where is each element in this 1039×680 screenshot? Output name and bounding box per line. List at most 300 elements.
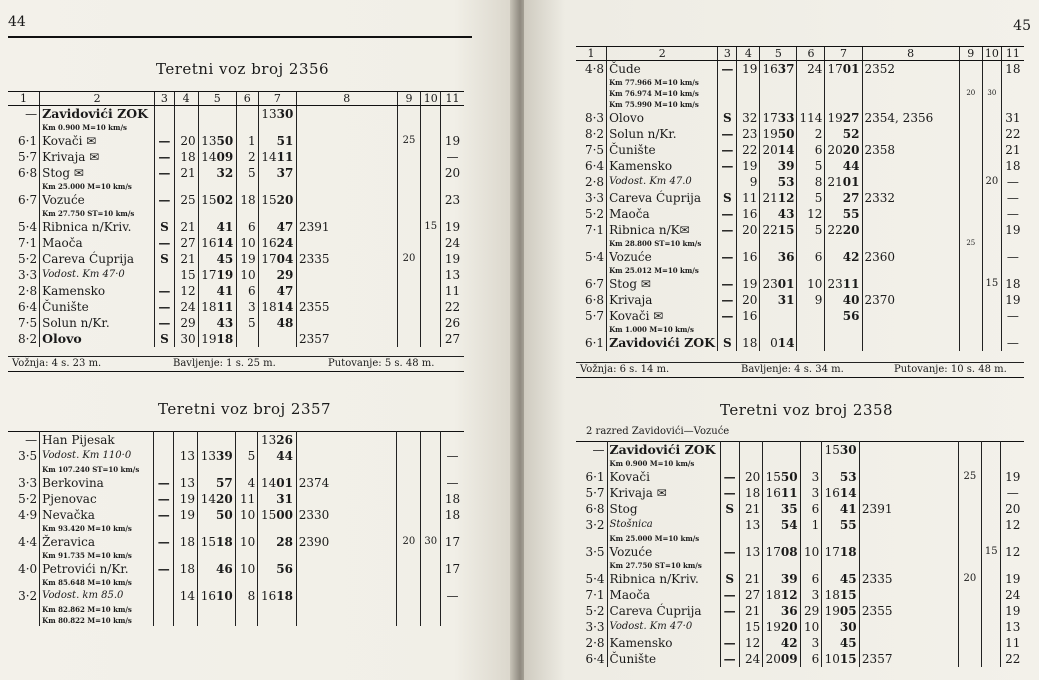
timetable-cell <box>958 619 981 635</box>
timetable-cell: S <box>718 190 737 206</box>
timetable-cell: 50 <box>777 127 795 141</box>
column-header: 4 <box>737 47 760 61</box>
timetable-cell <box>800 458 821 469</box>
timetable-cell <box>778 238 797 249</box>
timetable-cell <box>958 442 981 459</box>
timetable-cell: — <box>155 283 175 299</box>
speed-note-row <box>8 208 464 219</box>
timetable-cell: 56 <box>276 562 293 576</box>
timetable-cell: 10 <box>797 276 825 292</box>
timetable-cell <box>739 560 762 571</box>
timetable-cell: 26 <box>441 315 464 331</box>
timetable-cell: 31 <box>1001 110 1024 126</box>
station-row <box>576 469 1024 485</box>
timetable-cell: 36 <box>780 604 798 618</box>
timetable-title-2356: Teretni voz broj 2356 <box>156 60 330 78</box>
station-name: Kamensko <box>40 283 155 299</box>
timetable-cell <box>800 442 821 459</box>
timetable-cell: 12 <box>777 191 795 205</box>
timetable-cell <box>198 507 216 523</box>
timetable-cell <box>198 219 216 235</box>
timetable-cell: 18 <box>174 149 198 165</box>
timetable-cell: 15 <box>839 652 857 666</box>
timetable-cell: — <box>718 292 737 308</box>
distance-cell: 6·8 <box>585 502 605 516</box>
timetable-cell: 14 <box>216 236 234 250</box>
timetable-cell <box>154 550 174 561</box>
timetable-cell: 30 <box>421 534 441 550</box>
timetable-cell <box>297 235 398 251</box>
timetable-cell <box>198 615 216 626</box>
timetable-cell <box>198 181 216 192</box>
timetable-cell <box>421 149 441 165</box>
timetable-cell <box>155 106 175 123</box>
timetable-cell <box>397 219 421 235</box>
timetable-cell: — <box>441 588 464 604</box>
station-name: Čunište <box>607 651 720 667</box>
timetable-cell <box>421 464 441 475</box>
timetable-cell: 13 <box>174 475 198 491</box>
timetable-cell: 5 <box>797 190 825 206</box>
station-name: Maoča <box>607 587 720 603</box>
distance-cell: 3·5 <box>18 449 38 463</box>
timetable-cell: 11 <box>441 283 464 299</box>
timetable-cell: 43 <box>777 207 795 221</box>
timetable-subtitle-2358: 2 razred Zavidovići—Vozuće <box>586 426 730 437</box>
timetable-cell <box>421 208 441 219</box>
timetable-cell: — <box>155 165 175 181</box>
timetable-cell: — <box>1001 485 1024 501</box>
timetable-cell: 25 <box>959 238 982 249</box>
timetable-cell: — <box>1001 249 1024 265</box>
timetable-cell <box>441 604 464 615</box>
station-row <box>576 485 1024 501</box>
timetable-cell <box>397 315 421 331</box>
timetable-cell: 5 <box>797 158 825 174</box>
station-name: Km 25.012 M=10 km/s <box>607 265 718 276</box>
total-time: Putovanje: 10 s. 48 m. <box>894 364 1007 375</box>
speed-note-row <box>8 577 464 588</box>
timetable-cell <box>421 299 441 315</box>
timetable-cell: 20 <box>1001 501 1024 517</box>
timetable-cell <box>825 265 843 276</box>
column-header: 9 <box>397 92 421 106</box>
distance-cell: 6·7 <box>584 277 605 291</box>
timetable-cell <box>198 561 216 577</box>
station-name: Maoča <box>607 206 718 222</box>
timetable-cell: 36 <box>777 250 795 264</box>
timetable-cell: 18 <box>739 485 762 501</box>
timetable-cell <box>959 249 982 265</box>
timetable-cell <box>825 238 843 249</box>
distance-cell: 4·0 <box>18 562 38 576</box>
station-row <box>576 501 1024 517</box>
timetable-cell <box>258 133 276 149</box>
station-row <box>576 249 1024 265</box>
timetable-cell <box>258 208 276 219</box>
timetable-cell <box>155 208 175 219</box>
timetable-cell <box>296 588 397 604</box>
station-name: Km 76.974 M=10 km/s <box>607 88 718 99</box>
timetable-cell: 25 <box>397 133 421 149</box>
distance-cell: 6·8 <box>584 293 605 307</box>
timetable-cell: 17 <box>258 251 276 267</box>
station-row <box>576 571 1024 587</box>
timetable-cell <box>720 442 739 459</box>
distance-cell: 5·4 <box>585 572 605 586</box>
timetable-cell <box>760 249 778 265</box>
timetable-cell: 25 <box>174 192 198 208</box>
timetable-cell: 19 <box>737 61 760 78</box>
timetable-cell: 54 <box>780 518 798 532</box>
timetable-cell <box>825 77 843 88</box>
timetable-cell: 30 <box>276 107 294 121</box>
speed-note-row <box>576 77 1024 88</box>
distance-cell: 7·1 <box>585 588 605 602</box>
timetable-cell <box>154 615 174 626</box>
column-header: 1 <box>8 92 40 106</box>
column-header: 7 <box>825 47 862 61</box>
timetable-cell <box>982 222 1001 238</box>
timetable-cell: 21 <box>739 603 762 619</box>
timetable-cell: 42 <box>780 636 798 650</box>
distance-cell: 6·1 <box>585 470 605 484</box>
station-name: Vodost. Km 110·0 <box>40 448 154 464</box>
timetable-cell <box>154 588 174 604</box>
distance-cell: 5·2 <box>18 252 38 266</box>
timetable-cell: 10 <box>236 534 258 550</box>
timetable-cell <box>216 615 236 626</box>
station-name: Maoča <box>40 235 155 251</box>
timetable-cell <box>277 122 297 133</box>
timetable-cell <box>958 560 981 571</box>
timetable-cell: 16 <box>737 249 760 265</box>
timetable-cell <box>397 283 421 299</box>
station-name: Nevačka <box>40 507 154 523</box>
timetable-cell <box>198 251 216 267</box>
timetable-cell: — <box>155 133 175 149</box>
distance-cell: 8·3 <box>584 111 605 125</box>
timetable-cell <box>959 77 982 88</box>
timetable-cell <box>1001 560 1024 571</box>
timetable-cell <box>421 475 441 491</box>
speed-note-row <box>576 560 1024 571</box>
timetable-cell: 12 <box>739 635 762 651</box>
timetable-cell <box>763 603 781 619</box>
timetable-cell: 41 <box>216 220 234 234</box>
timetable-cell <box>778 77 797 88</box>
timetable-cell <box>859 469 958 485</box>
timetable-cell <box>958 603 981 619</box>
station-name: Solun n/Kr. <box>607 126 718 142</box>
timetable-cell: 50 <box>216 508 233 522</box>
timetable-cell <box>958 517 981 533</box>
timetable-cell: 33 <box>777 111 795 125</box>
timetable-cell: — <box>1001 190 1024 206</box>
timetable-cell <box>825 206 843 222</box>
timetable-cell: 4 <box>236 475 258 491</box>
timetable-cell <box>982 158 1001 174</box>
timetable-cell <box>1001 77 1024 88</box>
timetable-cell: 8 <box>236 588 258 604</box>
timetable-2357 <box>8 431 464 626</box>
timetable-cell <box>421 133 441 149</box>
timetable-cell: 41 <box>839 502 857 516</box>
timetable-cell: 19 <box>216 268 234 282</box>
timetable-cell <box>822 469 840 485</box>
timetable-cell <box>778 88 797 99</box>
timetable-cell: 11 <box>1001 635 1024 651</box>
timetable-cell: 16 <box>822 485 840 501</box>
timetable-cell: 2391 <box>859 501 958 517</box>
timetable-cell <box>1001 533 1024 544</box>
timetable-cell <box>174 615 198 626</box>
timetable-cell: — <box>718 308 737 324</box>
timetable-cell <box>982 560 1001 571</box>
timetable-cell: 17 <box>198 267 216 283</box>
timetable-cell <box>217 208 237 219</box>
station-name: Krivaja ✉ <box>40 149 155 165</box>
timetable-cell <box>154 577 174 588</box>
timetable-cell <box>959 110 982 126</box>
timetable-cell: 12 <box>174 283 198 299</box>
station-row <box>8 106 464 123</box>
timetable-cell: 2332 <box>862 190 959 206</box>
timetable-cell: 13 <box>198 133 216 149</box>
timetable-2358 <box>576 441 1024 667</box>
timetable-cell <box>198 165 216 181</box>
column-header: 11 <box>1001 47 1024 61</box>
timetable-cell: 20 <box>216 492 233 506</box>
timetable-cell <box>797 335 825 351</box>
timetable-cell: 15 <box>763 469 781 485</box>
timetable-cell <box>982 265 1001 276</box>
timetable-cell: 47 <box>276 284 294 298</box>
station-name: Solun n/Kr. <box>40 315 155 331</box>
station-name: Petrovići n/Kr. <box>40 561 154 577</box>
timetable-cell: 19 <box>763 619 781 635</box>
timetable-cell <box>441 464 464 475</box>
timetable-cell: — <box>155 315 175 331</box>
timetable-cell: 2 <box>236 149 258 165</box>
timetable-cell: — <box>1001 308 1024 324</box>
station-name: Km 82.862 M=10 km/s <box>40 604 154 615</box>
timetable-cell: 14 <box>198 491 216 507</box>
station-row <box>576 276 1024 292</box>
timetable-cell <box>297 106 398 123</box>
timetable-cell <box>258 331 276 347</box>
timetable-cell: 55 <box>839 518 857 532</box>
timetable-cell: 15 <box>258 192 276 208</box>
speed-note-row <box>576 458 1024 469</box>
timetable-cell: 18 <box>216 535 233 549</box>
timetable-cell: 23 <box>441 192 464 208</box>
timetable-cell <box>720 458 739 469</box>
timetable-cell: 19 <box>737 276 760 292</box>
timetable-cell <box>859 619 958 635</box>
timetable-cell <box>781 560 801 571</box>
timetable-cell <box>421 577 441 588</box>
timetable-cell <box>739 458 762 469</box>
station-name: Km 0.900 M=10 km/s <box>607 458 720 469</box>
timetable-cell <box>959 190 982 206</box>
timetable-cell <box>982 77 1001 88</box>
timetable-cell: 24 <box>797 61 825 78</box>
timetable-cell: 23 <box>737 126 760 142</box>
timetable-cell <box>959 142 982 158</box>
station-name: Km 27.750 ST=10 km/s <box>40 208 155 219</box>
timetable-cell: 18 <box>822 587 840 603</box>
timetable-cell <box>843 88 862 99</box>
timetable-cell: — <box>720 544 739 560</box>
distance-cell <box>576 77 607 88</box>
station-name: Čunište <box>40 299 155 315</box>
timetable-cell: 9 <box>797 292 825 308</box>
timetable-cell <box>217 122 237 133</box>
station-row <box>8 491 464 507</box>
timetable-cell <box>216 432 236 449</box>
top-rule <box>8 36 472 38</box>
timetable-cell: 5 <box>236 315 258 331</box>
timetable-cell: 01 <box>842 175 860 189</box>
timetable-cell: 30 <box>839 620 857 634</box>
timetable-cell <box>760 292 778 308</box>
timetable-cell: 22 <box>1001 651 1024 667</box>
timetable-cell <box>822 458 840 469</box>
timetable-cell <box>174 464 198 475</box>
station-row <box>8 149 464 165</box>
station-name: Vodost. km 85.0 <box>40 588 154 604</box>
timetable-cell <box>737 77 760 88</box>
timetable-cell <box>154 523 174 534</box>
station-name: Zavidovići ZOK <box>607 442 720 459</box>
timetable-cell: 01 <box>777 277 795 291</box>
timetable-cell: 19 <box>441 219 464 235</box>
timetable-cell: 22 <box>441 299 464 315</box>
timetable-cell: 2354, 2356 <box>862 110 959 126</box>
timetable-cell: 3 <box>800 635 821 651</box>
timetable-cell: 20 <box>958 571 981 587</box>
timetable-cell: 19 <box>198 331 216 347</box>
timetable-cell: 22 <box>760 222 778 238</box>
timetable-cell: 2357 <box>297 331 398 347</box>
timetable-cell <box>198 604 216 615</box>
timetable-cell <box>982 571 1001 587</box>
speed-note-row <box>8 523 464 534</box>
timetable-cell <box>236 106 258 123</box>
timetable-cell <box>236 208 258 219</box>
timetable-2356-continued <box>576 46 1024 351</box>
timetable-cell <box>397 491 421 507</box>
timetable-cell <box>217 106 237 123</box>
distance-cell: 5·4 <box>18 220 38 234</box>
timetable-cell <box>421 615 441 626</box>
station-row <box>8 192 464 208</box>
timetable-cell <box>276 577 296 588</box>
timetable-cell <box>982 206 1001 222</box>
timetable-cell: 24 <box>276 236 294 250</box>
timetable-cell <box>822 635 840 651</box>
timetable-cell: 24 <box>1001 587 1024 603</box>
timetable-cell: 30 <box>982 88 1001 99</box>
timetable-cell <box>441 181 464 192</box>
distance-cell: 7·1 <box>18 236 38 250</box>
timetable-cell: 17 <box>441 534 464 550</box>
timetable-cell: 13 <box>441 267 464 283</box>
timetable-cell: — <box>720 603 739 619</box>
timetable-cell: 114 <box>797 110 825 126</box>
timetable-cell <box>421 432 441 449</box>
timetable-cell <box>862 88 959 99</box>
timetable-cell: 01 <box>842 62 860 76</box>
distance-cell: 2·8 <box>585 636 605 650</box>
timetable-cell: 27 <box>842 111 860 125</box>
timetable-cell: 14 <box>258 149 276 165</box>
timetable-cell: 14 <box>198 149 216 165</box>
station-row <box>576 635 1024 651</box>
timetable-cell: — <box>718 222 737 238</box>
distance-cell <box>8 208 40 219</box>
distance-cell <box>8 181 40 192</box>
timetable-cell <box>720 517 739 533</box>
timetable-cell <box>959 276 982 292</box>
timetable-cell <box>982 517 1001 533</box>
timetable-cell <box>781 533 801 544</box>
timetable-cell: 17 <box>760 110 778 126</box>
timetable-cell: 8 <box>797 174 825 190</box>
timetable-cell <box>737 99 760 110</box>
station-name: Zavidovići ZOK <box>607 335 718 351</box>
timetable-cell: 19 <box>1001 469 1024 485</box>
timetable-cell <box>397 615 421 626</box>
column-header: 10 <box>982 47 1001 61</box>
timetable-cell <box>982 238 1001 249</box>
timetable-cell <box>155 267 175 283</box>
timetable-cell <box>236 615 258 626</box>
timetable-cell <box>397 561 421 577</box>
timetable-cell: 6 <box>797 249 825 265</box>
speed-note-row <box>576 265 1024 276</box>
timetable-cell <box>825 99 843 110</box>
station-row <box>8 534 464 550</box>
timetable-cell <box>982 651 1001 667</box>
timetable-cell <box>421 251 441 267</box>
timetable-cell <box>859 635 958 651</box>
timetable-cell <box>421 315 441 331</box>
station-name: Kamensko <box>607 158 718 174</box>
timetable-cell: S <box>718 335 737 351</box>
timetable-cell: 19 <box>825 110 843 126</box>
timetable-cell <box>397 267 421 283</box>
timetable-cell <box>982 126 1001 142</box>
station-row <box>576 587 1024 603</box>
timetable-cell <box>174 181 198 192</box>
distance-cell <box>8 604 40 615</box>
timetable-cell <box>421 267 441 283</box>
timetable-cell <box>982 619 1001 635</box>
distance-cell <box>8 550 40 561</box>
timetable-cell <box>296 577 397 588</box>
timetable-cell: 21 <box>739 501 762 517</box>
timetable-cell: — <box>720 635 739 651</box>
timetable-cell <box>958 458 981 469</box>
timetable-cell <box>198 106 216 123</box>
timetable-cell <box>296 464 397 475</box>
timetable-cell: 20 <box>780 620 798 634</box>
timetable-cell <box>958 651 981 667</box>
timetable-cell <box>797 308 825 324</box>
speed-note-row <box>576 238 1024 249</box>
